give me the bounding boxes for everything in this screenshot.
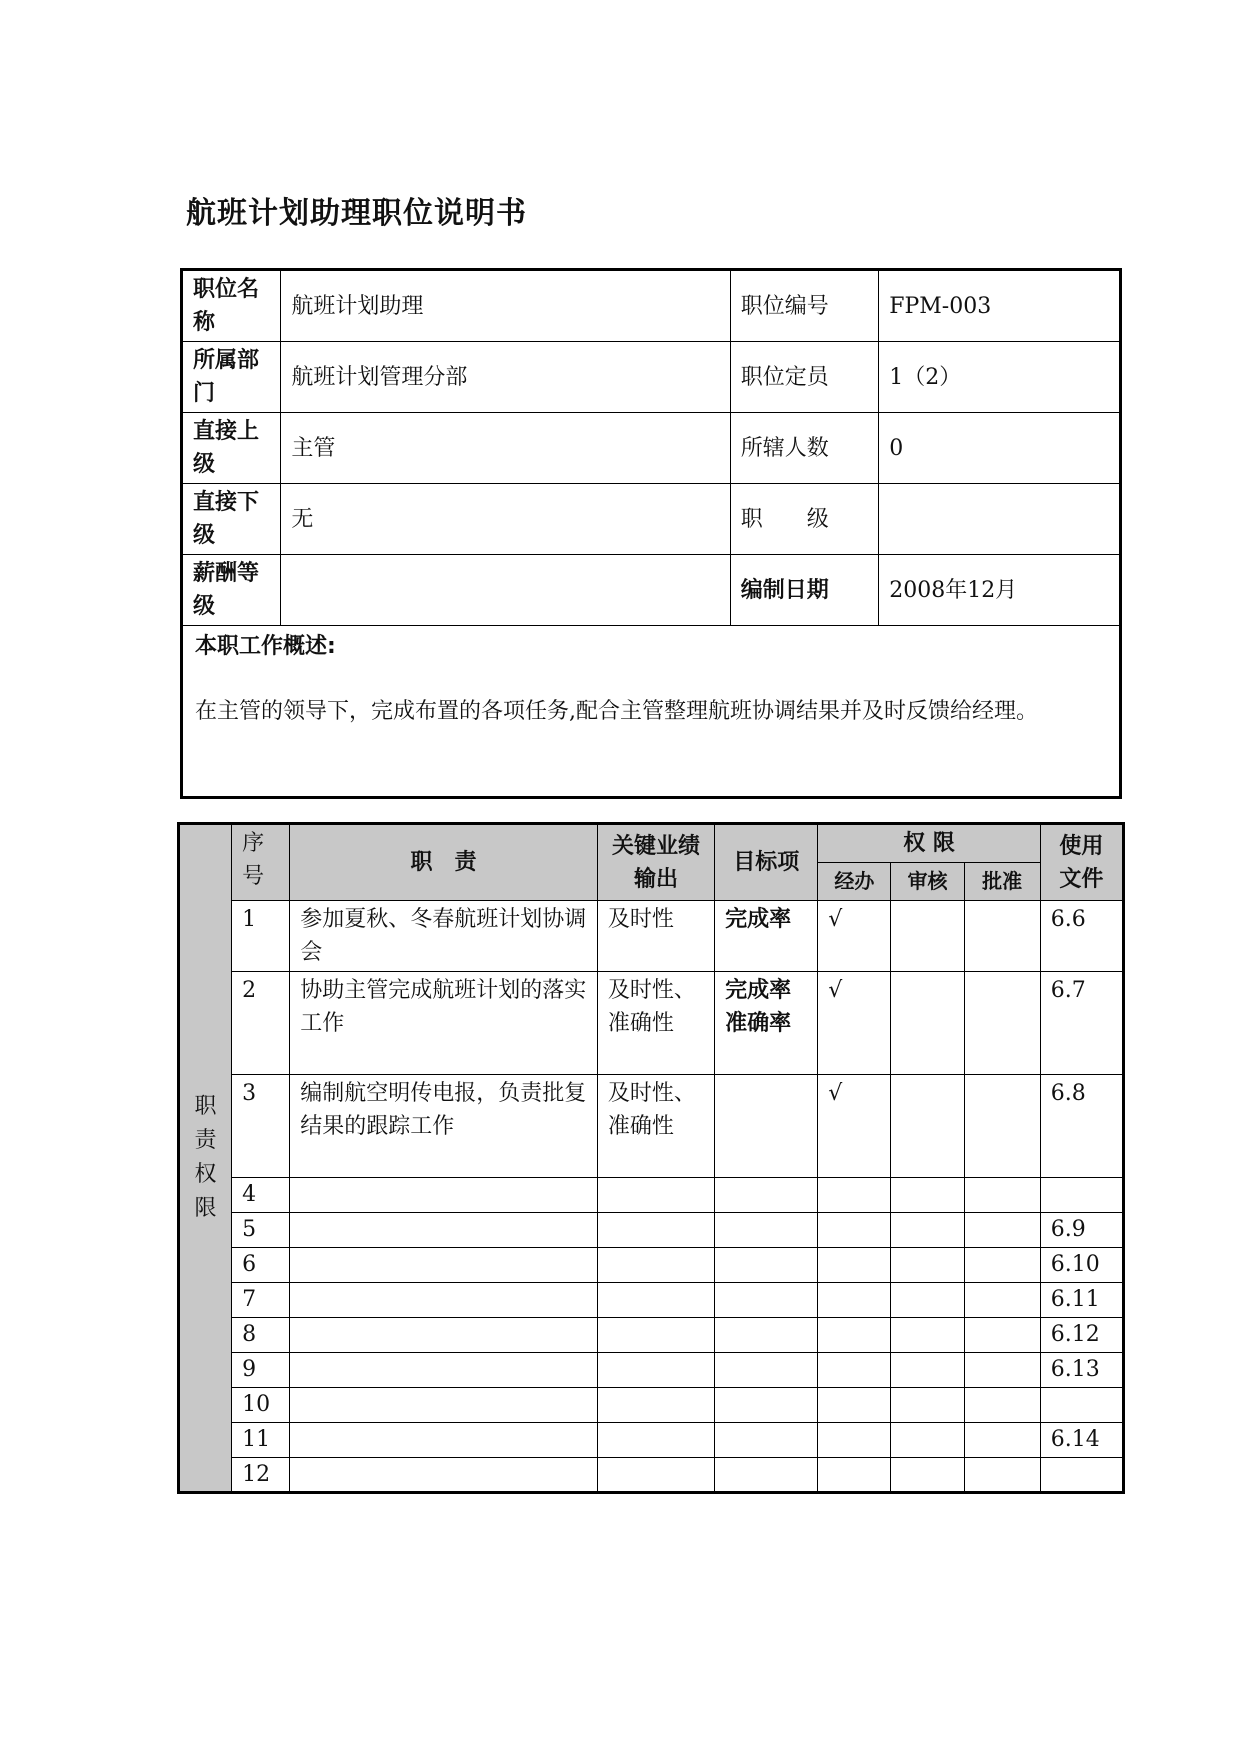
duty-doc: 6.13 [1040,1353,1123,1388]
duty-target [715,1248,818,1283]
duty-review [891,1283,964,1318]
duty-description [290,1178,598,1213]
header-handle: 经办 [818,863,891,901]
info-value: 主管 [281,413,730,484]
duty-kpi [597,1353,714,1388]
duty-seq: 2 [232,972,290,1075]
duty-approve [964,1388,1040,1423]
duty-doc: 6.12 [1040,1318,1123,1353]
info-label: 直接下级 [182,484,281,555]
duty-handle [818,1248,891,1283]
duty-doc: 6.11 [1040,1283,1123,1318]
job-summary-label: 本职工作概述: [195,634,336,659]
duty-approve [964,901,1040,972]
duty-review [891,1458,964,1493]
duty-doc: 6.6 [1040,901,1123,972]
info-label-2: 所辖人数 [730,413,878,484]
table-row [179,1353,1124,1388]
table-row [179,972,1124,1075]
header-duty: 职 责 [290,824,598,901]
duty-seq: 7 [232,1283,290,1318]
table-row [179,1178,1124,1213]
duty-doc: 6.14 [1040,1423,1123,1458]
duty-review [891,1075,964,1178]
duty-seq: 11 [232,1423,290,1458]
info-value: 无 [281,484,730,555]
duty-handle: √ [818,901,891,972]
duties-table [177,822,1125,1494]
duty-seq: 6 [232,1248,290,1283]
duty-kpi: 及时性、准确性 [597,1075,714,1178]
duty-handle: √ [818,972,891,1075]
duty-kpi [597,1213,714,1248]
duty-approve [964,1248,1040,1283]
table-row [179,1075,1124,1178]
header-approve: 批准 [964,863,1040,901]
duty-doc [1040,1178,1123,1213]
table-row [179,901,1124,972]
header-target: 目标项 [715,824,818,901]
job-summary-text: 在主管的领导下，完成布置的各项任务,配合主管整理航班协调结果并及时反馈给经理。 [195,699,1038,724]
duty-kpi [597,1283,714,1318]
duty-handle [818,1458,891,1493]
duty-kpi [597,1248,714,1283]
duty-seq: 1 [232,901,290,972]
header-seq: 序号 [232,824,290,901]
duty-kpi [597,1318,714,1353]
duty-handle: √ [818,1075,891,1178]
duties-side-label: 职责权限 [179,824,232,1493]
duty-target [715,1353,818,1388]
duty-description [290,1353,598,1388]
table-row [179,1283,1124,1318]
duty-approve [964,1178,1040,1213]
info-value: 航班计划管理分部 [281,342,730,413]
info-label: 职位名称 [182,270,281,342]
duty-approve [964,972,1040,1075]
duty-doc: 6.7 [1040,972,1123,1075]
duty-kpi [597,1178,714,1213]
header-review: 审核 [891,863,964,901]
duty-approve [964,1458,1040,1493]
duty-description: 协助主管完成航班计划的落实工作 [290,972,598,1075]
duty-doc: 6.9 [1040,1213,1123,1248]
duty-handle [818,1388,891,1423]
duty-review [891,1248,964,1283]
duty-description: 参加夏秋、冬春航班计划协调会 [290,901,598,972]
duty-review [891,1318,964,1353]
page-title: 航班计划助理职位说明书 [186,196,527,231]
position-info-table [180,268,1122,799]
info-label-2: 编制日期 [730,555,878,626]
duty-kpi [597,1423,714,1458]
table-row [179,1388,1124,1423]
duty-approve [964,1423,1040,1458]
duty-target: 完成率准确率 [715,972,818,1075]
table-row [179,1248,1124,1283]
table-row [179,1213,1124,1248]
duty-target: 完成率 [715,901,818,972]
duty-target [715,1178,818,1213]
duty-review [891,1213,964,1248]
duty-description [290,1388,598,1423]
duty-seq: 4 [232,1178,290,1213]
job-summary-cell [182,626,1121,798]
info-row [182,270,1121,342]
info-value-2: 1（2） [879,342,1121,413]
duty-seq: 3 [232,1075,290,1178]
duty-approve [964,1213,1040,1248]
duty-approve [964,1283,1040,1318]
info-row [182,484,1121,555]
duty-handle [818,1318,891,1353]
duty-target [715,1388,818,1423]
info-row [182,413,1121,484]
info-value-2: FPM-003 [879,270,1121,342]
info-value-2 [879,484,1121,555]
duty-description [290,1213,598,1248]
duty-target [715,1213,818,1248]
duty-handle [818,1213,891,1248]
duty-target [715,1458,818,1493]
table-row [179,1423,1124,1458]
info-label-2: 职 级 [730,484,878,555]
duty-review [891,1388,964,1423]
duty-handle [818,1423,891,1458]
info-row [182,342,1121,413]
duty-doc [1040,1458,1123,1493]
info-value: 航班计划助理 [281,270,730,342]
duty-description [290,1248,598,1283]
duty-description [290,1423,598,1458]
duty-doc: 6.10 [1040,1248,1123,1283]
duty-description [290,1458,598,1493]
info-label: 所属部门 [182,342,281,413]
duty-doc: 6.8 [1040,1075,1123,1178]
header-docs: 使用文件 [1040,824,1123,901]
duty-description: 编制航空明传电报，负责批复结果的跟踪工作 [290,1075,598,1178]
info-label: 薪酬等级 [182,555,281,626]
duty-target [715,1075,818,1178]
info-label-2: 职位编号 [730,270,878,342]
duty-review [891,1423,964,1458]
duty-review [891,1178,964,1213]
duty-kpi [597,1458,714,1493]
duty-handle [818,1178,891,1213]
duty-target [715,1318,818,1353]
duty-seq: 12 [232,1458,290,1493]
duty-approve [964,1353,1040,1388]
info-value-2: 0 [879,413,1121,484]
duty-seq: 10 [232,1388,290,1423]
info-label: 直接上级 [182,413,281,484]
duty-handle [818,1353,891,1388]
duty-approve [964,1075,1040,1178]
duty-target [715,1283,818,1318]
duty-kpi: 及时性 [597,901,714,972]
duty-approve [964,1318,1040,1353]
duty-seq: 5 [232,1213,290,1248]
table-row [179,1458,1124,1493]
duty-seq: 8 [232,1318,290,1353]
info-value-2: 2008年12月 [879,555,1121,626]
duty-seq: 9 [232,1353,290,1388]
duty-target [715,1423,818,1458]
duty-kpi: 及时性、准确性 [597,972,714,1075]
info-label-2: 职位定员 [730,342,878,413]
duty-review [891,972,964,1075]
duty-review [891,1353,964,1388]
duty-kpi [597,1388,714,1423]
duty-doc [1040,1388,1123,1423]
header-kpi: 关键业绩输出 [597,824,714,901]
duty-description [290,1318,598,1353]
duty-description [290,1283,598,1318]
info-value [281,555,730,626]
duty-handle [818,1283,891,1318]
table-row [179,1318,1124,1353]
info-row [182,555,1121,626]
duty-review [891,901,964,972]
header-authority: 权 限 [818,824,1040,863]
